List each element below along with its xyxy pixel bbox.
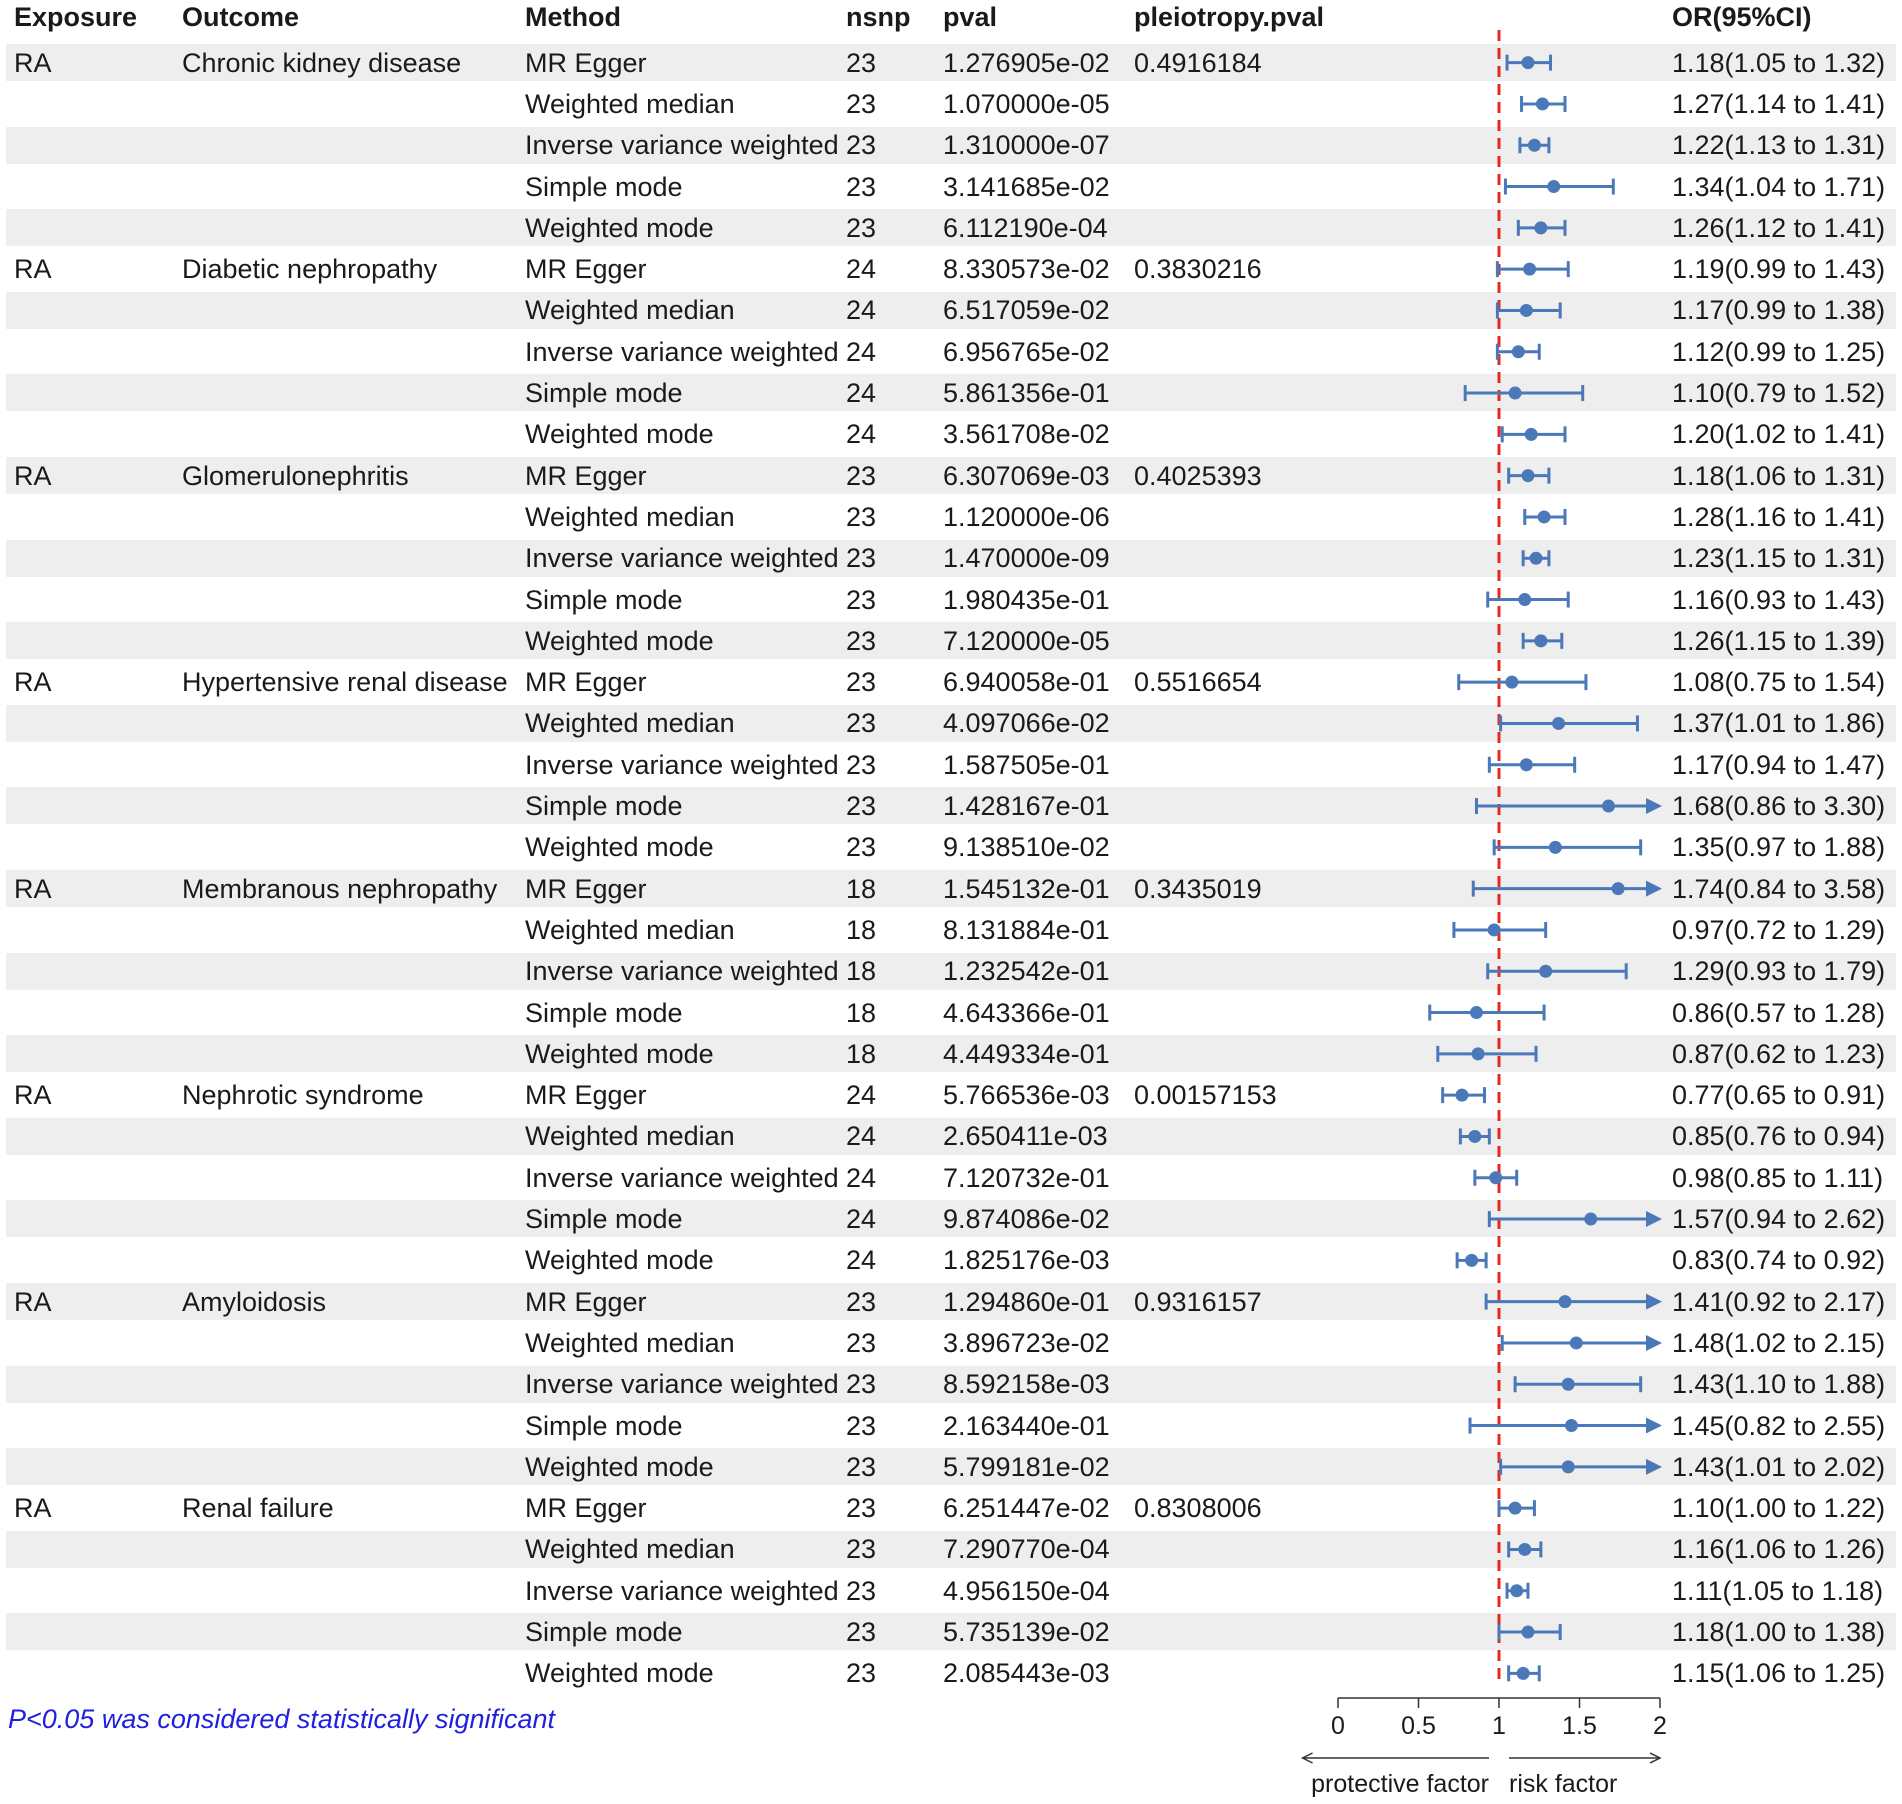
cell-pleiotropy-pval: 0.9316157: [1134, 1286, 1262, 1317]
cell-or-ci: 1.17(0.94 to 1.47): [1672, 749, 1886, 780]
cell-pval: 8.330573e-02: [943, 254, 1110, 285]
cell-method: Simple mode: [525, 1617, 683, 1648]
cell-or-ci: 1.12(0.99 to 1.25): [1672, 336, 1886, 367]
cell-method: Inverse variance weighted: [525, 1369, 839, 1400]
cell-method: Simple mode: [525, 1410, 683, 1441]
point-estimate: [1520, 758, 1533, 771]
cell-pval: 6.940058e-01: [943, 667, 1110, 698]
point-estimate: [1521, 1626, 1534, 1639]
point-estimate: [1534, 634, 1547, 647]
cell-pval: 4.956150e-04: [943, 1575, 1110, 1606]
cell-method: Weighted mode: [525, 419, 714, 450]
cell-pval: 6.251447e-02: [943, 1493, 1110, 1524]
cell-pval: 2.650411e-03: [943, 1121, 1108, 1152]
cell-pval: 7.290770e-04: [943, 1534, 1110, 1565]
cell-or-ci: 1.22(1.13 to 1.31): [1672, 130, 1886, 161]
cell-method: Weighted median: [525, 914, 735, 945]
cell-method: Weighted mode: [525, 625, 714, 656]
cell-or-ci: 0.77(0.65 to 0.91): [1672, 1080, 1886, 1111]
x-tick-label: 1.5: [1562, 1712, 1597, 1740]
cell-pval: 6.517059e-02: [943, 295, 1110, 326]
cell-method: Weighted median: [525, 1121, 735, 1152]
point-estimate: [1472, 1047, 1485, 1060]
cell-method: Inverse variance weighted: [525, 336, 839, 367]
ci-arrow-high: [1646, 1335, 1662, 1351]
point-estimate: [1509, 1502, 1522, 1515]
cell-exposure: RA: [14, 873, 52, 904]
cell-nsnp: 24: [846, 1080, 877, 1111]
cell-method: Inverse variance weighted: [525, 749, 839, 780]
cell-pval: 2.163440e-01: [943, 1410, 1110, 1441]
cell-method: Simple mode: [525, 1204, 683, 1235]
header-nsnp: nsnp: [846, 2, 911, 32]
point-estimate: [1518, 593, 1531, 606]
cell-pval: 1.428167e-01: [943, 791, 1110, 822]
cell-pval: 1.470000e-09: [943, 543, 1110, 574]
cell-nsnp: 23: [846, 130, 877, 161]
point-estimate: [1489, 1171, 1502, 1184]
cell-method: Weighted mode: [525, 1245, 714, 1276]
cell-pval: 1.232542e-01: [943, 956, 1110, 987]
cell-pval: 1.587505e-01: [943, 749, 1110, 780]
x-tick-label: 1: [1492, 1712, 1506, 1740]
point-estimate: [1538, 510, 1551, 523]
cell-or-ci: 1.45(0.82 to 2.55): [1672, 1410, 1886, 1441]
cell-method: Simple mode: [525, 997, 683, 1028]
point-estimate: [1465, 1254, 1478, 1267]
point-estimate: [1547, 180, 1560, 193]
ci-arrow-high: [1646, 1211, 1662, 1227]
point-estimate: [1505, 676, 1518, 689]
cell-nsnp: 24: [846, 336, 877, 367]
cell-method: Weighted median: [525, 1534, 735, 1565]
ci-arrow-high: [1646, 798, 1662, 814]
cell-or-ci: 1.18(1.05 to 1.32): [1672, 47, 1886, 78]
cell-nsnp: 18: [846, 956, 877, 987]
cell-or-ci: 1.28(1.16 to 1.41): [1672, 501, 1886, 532]
cell-nsnp: 24: [846, 1121, 877, 1152]
cell-or-ci: 1.19(0.99 to 1.43): [1672, 254, 1886, 285]
cell-nsnp: 23: [846, 1658, 877, 1689]
cell-pval: 8.592158e-03: [943, 1369, 1110, 1400]
cell-or-ci: 1.37(1.01 to 1.86): [1672, 708, 1886, 739]
cell-pval: 1.310000e-07: [943, 130, 1110, 161]
cell-nsnp: 23: [846, 708, 877, 739]
risk-factor-label: risk factor: [1509, 1770, 1618, 1798]
point-estimate: [1523, 263, 1536, 276]
cell-pleiotropy-pval: 0.8308006: [1134, 1493, 1262, 1524]
cell-pleiotropy-pval: 0.00157153: [1134, 1080, 1277, 1111]
cell-or-ci: 1.43(1.01 to 2.02): [1672, 1451, 1886, 1482]
point-estimate: [1539, 965, 1552, 978]
point-estimate: [1584, 1213, 1597, 1226]
cell-exposure: RA: [14, 47, 52, 78]
cell-method: Simple mode: [525, 378, 683, 409]
point-estimate: [1612, 882, 1625, 895]
cell-method: Inverse variance weighted: [525, 956, 839, 987]
cell-nsnp: 23: [846, 1286, 877, 1317]
point-estimate: [1470, 1006, 1483, 1019]
header-or-ci: OR(95%CI): [1672, 2, 1812, 32]
cell-or-ci: 1.68(0.86 to 3.30): [1672, 791, 1886, 822]
cell-outcome: Amyloidosis: [182, 1286, 327, 1317]
cell-pleiotropy-pval: 0.4025393: [1134, 460, 1262, 491]
cell-pleiotropy-pval: 0.5516654: [1134, 667, 1262, 698]
cell-pval: 1.545132e-01: [943, 873, 1110, 904]
cell-nsnp: 18: [846, 1038, 877, 1069]
cell-nsnp: 23: [846, 212, 877, 243]
cell-nsnp: 23: [846, 791, 877, 822]
cell-pval: 6.956765e-02: [943, 336, 1110, 367]
x-tick-label: 0.5: [1401, 1712, 1436, 1740]
cell-nsnp: 24: [846, 254, 877, 285]
cell-nsnp: 23: [846, 667, 877, 698]
cell-method: Simple mode: [525, 584, 683, 615]
cell-or-ci: 1.10(0.79 to 1.52): [1672, 378, 1886, 409]
protective-factor-label: protective factor: [1311, 1770, 1489, 1798]
cell-method: MR Egger: [525, 1493, 647, 1524]
cell-or-ci: 1.10(1.00 to 1.22): [1672, 1493, 1886, 1524]
cell-nsnp: 23: [846, 88, 877, 119]
cell-or-ci: 1.74(0.84 to 3.58): [1672, 873, 1886, 904]
cell-or-ci: 1.17(0.99 to 1.38): [1672, 295, 1886, 326]
cell-nsnp: 23: [846, 1410, 877, 1441]
cell-pval: 3.561708e-02: [943, 419, 1110, 450]
cell-or-ci: 1.16(0.93 to 1.43): [1672, 584, 1886, 615]
cell-pval: 5.735139e-02: [943, 1617, 1110, 1648]
cell-nsnp: 24: [846, 1162, 877, 1193]
cell-or-ci: 1.48(1.02 to 2.15): [1672, 1327, 1886, 1358]
cell-nsnp: 23: [846, 832, 877, 863]
cell-or-ci: 0.87(0.62 to 1.23): [1672, 1038, 1886, 1069]
point-estimate: [1455, 1089, 1468, 1102]
cell-exposure: RA: [14, 254, 52, 285]
cell-method: Weighted mode: [525, 1038, 714, 1069]
cell-method: Inverse variance weighted: [525, 543, 839, 574]
cell-pval: 4.643366e-01: [943, 997, 1110, 1028]
point-estimate: [1552, 717, 1565, 730]
point-estimate: [1468, 1130, 1481, 1143]
cell-or-ci: 1.26(1.12 to 1.41): [1672, 212, 1886, 243]
cell-outcome: Chronic kidney disease: [182, 47, 462, 78]
cell-method: Weighted mode: [525, 1451, 714, 1482]
header-pval: pval: [943, 2, 998, 32]
cell-pval: 1.070000e-05: [943, 88, 1110, 119]
cell-or-ci: 0.86(0.57 to 1.28): [1672, 997, 1886, 1028]
cell-nsnp: 18: [846, 914, 877, 945]
point-estimate: [1562, 1460, 1575, 1473]
cell-pval: 3.896723e-02: [943, 1327, 1110, 1358]
cell-pval: 9.138510e-02: [943, 832, 1110, 863]
cell-method: Weighted mode: [525, 832, 714, 863]
cell-pval: 5.766536e-03: [943, 1080, 1110, 1111]
cell-nsnp: 23: [846, 501, 877, 532]
cell-pval: 6.307069e-03: [943, 460, 1110, 491]
point-estimate: [1536, 97, 1549, 110]
cell-or-ci: 0.85(0.76 to 0.94): [1672, 1121, 1886, 1152]
cell-pval: 5.861356e-01: [943, 378, 1110, 409]
cell-or-ci: 1.16(1.06 to 1.26): [1672, 1534, 1886, 1565]
cell-or-ci: 1.18(1.00 to 1.38): [1672, 1617, 1886, 1648]
cell-method: Weighted median: [525, 501, 735, 532]
cell-nsnp: 18: [846, 873, 877, 904]
cell-nsnp: 18: [846, 997, 877, 1028]
cell-method: MR Egger: [525, 1080, 647, 1111]
cell-nsnp: 23: [846, 1451, 877, 1482]
cell-nsnp: 23: [846, 1617, 877, 1648]
cell-exposure: RA: [14, 1080, 52, 1111]
cell-or-ci: 1.34(1.04 to 1.71): [1672, 171, 1886, 202]
cell-nsnp: 24: [846, 1204, 877, 1235]
cell-pval: 1.980435e-01: [943, 584, 1110, 615]
cell-nsnp: 23: [846, 625, 877, 656]
cell-outcome: Nephrotic syndrome: [182, 1080, 424, 1111]
cell-pval: 7.120732e-01: [943, 1162, 1110, 1193]
cell-method: Weighted median: [525, 88, 735, 119]
cell-outcome: Hypertensive renal disease: [182, 667, 508, 698]
cell-pval: 2.085443e-03: [943, 1658, 1110, 1689]
header-outcome: Outcome: [182, 2, 300, 32]
cell-method: MR Egger: [525, 460, 647, 491]
point-estimate: [1565, 1419, 1578, 1432]
cell-nsnp: 23: [846, 1493, 877, 1524]
cell-pleiotropy-pval: 0.4916184: [1134, 47, 1262, 78]
cell-nsnp: 23: [846, 1327, 877, 1358]
cell-pval: 4.449334e-01: [943, 1038, 1110, 1069]
header-pleiotropy-pval: pleiotropy.pval: [1134, 2, 1325, 32]
point-estimate: [1521, 469, 1534, 482]
cell-nsnp: 23: [846, 171, 877, 202]
header-method: Method: [525, 2, 621, 32]
point-estimate: [1512, 345, 1525, 358]
cell-method: MR Egger: [525, 873, 647, 904]
point-estimate: [1517, 1667, 1530, 1680]
cell-or-ci: 1.35(0.97 to 1.88): [1672, 832, 1886, 863]
cell-nsnp: 23: [846, 1575, 877, 1606]
point-estimate: [1570, 1336, 1583, 1349]
x-tick-label: 0: [1331, 1712, 1345, 1740]
point-estimate: [1521, 56, 1534, 69]
cell-nsnp: 23: [846, 749, 877, 780]
cell-method: Simple mode: [525, 171, 683, 202]
cell-pval: 4.097066e-02: [943, 708, 1110, 739]
x-tick-label: 2: [1653, 1712, 1667, 1740]
point-estimate: [1559, 1295, 1572, 1308]
point-estimate: [1562, 1378, 1575, 1391]
cell-nsnp: 24: [846, 419, 877, 450]
cell-nsnp: 23: [846, 1534, 877, 1565]
ci-arrow-high: [1646, 881, 1662, 897]
point-estimate: [1518, 1543, 1531, 1556]
cell-nsnp: 23: [846, 460, 877, 491]
cell-pleiotropy-pval: 0.3830216: [1134, 254, 1262, 285]
cell-method: MR Egger: [525, 667, 647, 698]
cell-method: Weighted median: [525, 708, 735, 739]
cell-method: Weighted median: [525, 1327, 735, 1358]
cell-or-ci: 1.08(0.75 to 1.54): [1672, 667, 1886, 698]
cell-nsnp: 23: [846, 47, 877, 78]
point-estimate: [1520, 304, 1533, 317]
cell-outcome: Diabetic nephropathy: [182, 254, 438, 285]
cell-or-ci: 1.41(0.92 to 2.17): [1672, 1286, 1886, 1317]
cell-pval: 9.874086e-02: [943, 1204, 1110, 1235]
cell-method: Inverse variance weighted: [525, 1162, 839, 1193]
cell-or-ci: 0.98(0.85 to 1.11): [1672, 1162, 1884, 1193]
cell-pval: 1.120000e-06: [943, 501, 1110, 532]
cell-pval: 3.141685e-02: [943, 171, 1110, 202]
point-estimate: [1602, 800, 1615, 813]
cell-method: Weighted median: [525, 295, 735, 326]
cell-or-ci: 1.29(0.93 to 1.79): [1672, 956, 1886, 987]
cell-method: MR Egger: [525, 1286, 647, 1317]
point-estimate: [1530, 552, 1543, 565]
cell-pval: 1.825176e-03: [943, 1245, 1110, 1276]
cell-or-ci: 0.97(0.72 to 1.29): [1672, 914, 1886, 945]
cell-exposure: RA: [14, 1286, 52, 1317]
cell-nsnp: 24: [846, 1245, 877, 1276]
cell-pval: 7.120000e-05: [943, 625, 1110, 656]
cell-method: MR Egger: [525, 254, 647, 285]
cell-nsnp: 23: [846, 543, 877, 574]
cell-method: Simple mode: [525, 791, 683, 822]
cell-or-ci: 1.15(1.06 to 1.25): [1672, 1658, 1886, 1689]
ci-arrow-high: [1646, 1418, 1662, 1434]
point-estimate: [1525, 428, 1538, 441]
cell-or-ci: 0.83(0.74 to 0.92): [1672, 1245, 1886, 1276]
cell-pval: 6.112190e-04: [943, 212, 1108, 243]
cell-or-ci: 1.43(1.10 to 1.88): [1672, 1369, 1886, 1400]
cell-pval: 5.799181e-02: [943, 1451, 1110, 1482]
ci-arrow-high: [1646, 1459, 1662, 1475]
point-estimate: [1488, 923, 1501, 936]
header-exposure: Exposure: [14, 2, 138, 32]
cell-or-ci: 1.27(1.14 to 1.41): [1672, 88, 1886, 119]
cell-exposure: RA: [14, 667, 52, 698]
cell-outcome: Membranous nephropathy: [182, 873, 498, 904]
cell-outcome: Renal failure: [182, 1493, 334, 1524]
cell-method: Weighted mode: [525, 212, 714, 243]
cell-or-ci: 1.23(1.15 to 1.31): [1672, 543, 1886, 574]
cell-nsnp: 23: [846, 584, 877, 615]
cell-pval: 8.131884e-01: [943, 914, 1110, 945]
cell-nsnp: 24: [846, 378, 877, 409]
cell-exposure: RA: [14, 1493, 52, 1524]
cell-method: Weighted mode: [525, 1658, 714, 1689]
point-estimate: [1509, 387, 1522, 400]
cell-exposure: RA: [14, 460, 52, 491]
point-estimate: [1549, 841, 1562, 854]
ci-arrow-high: [1646, 1294, 1662, 1310]
point-estimate: [1534, 221, 1547, 234]
cell-pleiotropy-pval: 0.3435019: [1134, 873, 1262, 904]
cell-pval: 1.294860e-01: [943, 1286, 1110, 1317]
cell-or-ci: 1.57(0.94 to 2.62): [1672, 1204, 1886, 1235]
significance-footnote: P<0.05 was considered statistically significant: [8, 1704, 556, 1734]
cell-method: MR Egger: [525, 47, 647, 78]
point-estimate: [1528, 139, 1541, 152]
cell-method: Inverse variance weighted: [525, 130, 839, 161]
cell-or-ci: 1.18(1.06 to 1.31): [1672, 460, 1886, 491]
cell-nsnp: 23: [846, 1369, 877, 1400]
cell-or-ci: 1.11(1.05 to 1.18): [1672, 1575, 1884, 1606]
cell-method: Inverse variance weighted: [525, 1575, 839, 1606]
cell-outcome: Glomerulonephritis: [182, 460, 409, 491]
cell-nsnp: 24: [846, 295, 877, 326]
point-estimate: [1510, 1584, 1523, 1597]
cell-or-ci: 1.26(1.15 to 1.39): [1672, 625, 1886, 656]
cell-or-ci: 1.20(1.02 to 1.41): [1672, 419, 1886, 450]
cell-pval: 1.276905e-02: [943, 47, 1110, 78]
